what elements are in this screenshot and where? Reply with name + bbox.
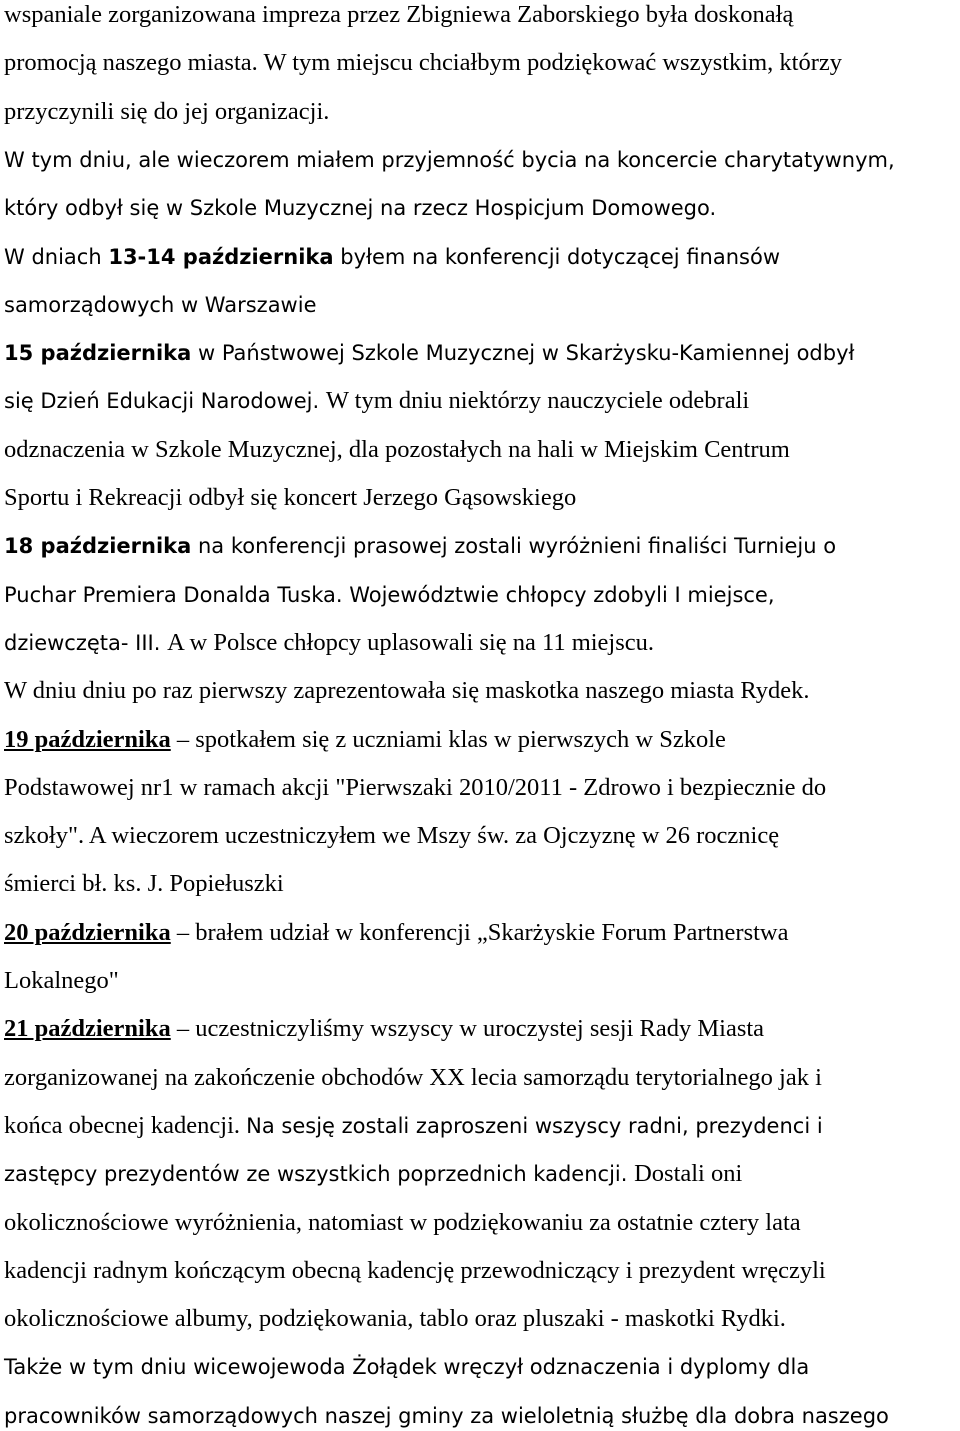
text-line	[4, 676, 960, 706]
text-segment: A w Polsce chłopcy uplasowali się na 11 miejscu.	[167, 628, 655, 656]
date-heading: 21 października	[4, 1015, 171, 1043]
text-line	[4, 1401, 960, 1431]
text-segment: – uczestniczyliśmy wszyscy w uroczystej sesji Rady Miasta	[170, 1015, 765, 1043]
text-segment: zastępcy prezydentów ze wszystkich poprzednich kadencji.	[4, 1162, 635, 1187]
text-line	[4, 580, 960, 610]
text-segment: W tym dniu niektórzy nauczyciele odebrali	[325, 387, 750, 415]
text-segment: W dniach	[4, 244, 109, 269]
text-segment: Sportu i Rekreacji odbył się koncert Jerzego Gąsowskiego	[4, 484, 577, 511]
text-segment: samorządowych w Warszawie	[4, 292, 317, 317]
text-line	[4, 48, 960, 78]
text-segment: dziewczęta- III.	[4, 630, 168, 655]
text-line	[4, 1111, 960, 1141]
text-line	[4, 0, 960, 30]
text-segment: Dostali oni	[634, 1160, 743, 1188]
text-segment: końca obecnej kadencji.	[4, 1111, 247, 1139]
text-segment: który odbył się w Szkole Muzycznej na rzecz Hospicjum Domowego.	[4, 196, 717, 221]
text-line	[4, 1208, 960, 1238]
text-segment: Także w tym dniu wicewojewoda Żołądek wręczył odznaczenia i dyplomy dla	[4, 1355, 810, 1380]
text-line	[4, 483, 960, 513]
text-line	[4, 773, 960, 803]
text-line	[4, 966, 960, 996]
text-segment: Lokalnego"	[4, 967, 119, 994]
text-segment: W tym dniu, ale wieczorem miałem przyjemność bycia na koncercie charytatywnym,	[4, 147, 895, 172]
text-line	[4, 869, 960, 899]
text-segment: wspaniale zorganizowana impreza przez Zbigniewa Zaborskiego była doskonałą	[4, 1, 794, 28]
text-segment: przyczynili się do jej organizacji.	[4, 97, 330, 125]
date-heading: 15 października	[4, 341, 192, 366]
text-segment: się Dzień Edukacji Narodowej.	[4, 389, 326, 414]
text-segment: okolicznościowe albumy, podziękowania, tablo oraz pluszaki - maskotki Rydki.	[4, 1305, 786, 1333]
date-heading: 18 października	[4, 534, 192, 559]
text-segment: na konferencji prasowej zostali wyróżnieni finaliści Turnieju o	[191, 534, 837, 559]
text-segment: śmierci bł. ks. J. Popiełuszki	[4, 870, 284, 898]
text-line	[4, 1352, 960, 1382]
text-line	[4, 145, 960, 175]
text-segment: byłem na konferencji dotyczącej finansów	[333, 244, 780, 269]
text-line	[4, 338, 960, 368]
text-line	[4, 193, 960, 223]
text-segment: odznaczenia w Szkole Muzycznej, dla pozostałych na hali w Miejskim Centrum	[4, 435, 790, 463]
text-segment: Podstawowej nr1 w ramach akcji "Pierwszaki 2010/2011 - Zdrowo i bezpiecznie do	[4, 773, 827, 801]
text-segment: kadencji radnym kończącym obecną kadencję przewodniczący i prezydent wręczyli	[4, 1256, 826, 1284]
text-line	[4, 821, 960, 851]
date-heading: 19 października	[4, 725, 171, 753]
text-segment: szkoły". A wieczorem uczestniczyłem we Mszy św. za Ojczyznę w 26 rocznicę	[4, 822, 780, 850]
text-segment: Puchar Premiera Donalda Tuska. Województwie chłopcy zdobyli I miejsce,	[4, 582, 775, 607]
text-line	[4, 725, 960, 755]
text-segment: – brałem udział w konferencji „Skarżyskie Forum Partnerstwa	[170, 918, 789, 946]
text-segment: okolicznościowe wyróżnienia, natomiast w podziękowaniu za ostatnie cztery lata	[4, 1208, 801, 1236]
text-line	[4, 531, 960, 561]
text-line	[4, 242, 960, 272]
text-segment: W dniu dniu po raz pierwszy zaprezentowała się maskotka naszego miasta Rydek.	[4, 677, 810, 705]
text-line	[4, 1256, 960, 1286]
text-segment: w Państwowej Szkole Muzycznej w Skarżysku-Kamiennej odbył	[191, 341, 855, 366]
text-line	[4, 290, 960, 320]
text-segment: – spotkałem się z uczniami klas w pierwszych w Szkole	[170, 725, 726, 753]
text-line	[4, 97, 960, 127]
date-heading: 20 października	[4, 918, 171, 946]
text-line	[4, 1159, 960, 1189]
text-line	[4, 918, 960, 948]
text-segment: Na sesję zostali zaproszeni wszyscy radni, prezydenci i	[246, 1113, 823, 1138]
date-heading: 13-14 października	[108, 244, 334, 269]
text-line	[4, 1014, 960, 1044]
text-segment: promocją naszego miasta. W tym miejscu chciałbym podziękować wszystkim, którzy	[4, 49, 843, 77]
text-line	[4, 628, 960, 658]
text-segment: pracowników samorządowych naszej gminy za wieloletnią służbę dla dobra naszego	[4, 1403, 889, 1428]
text-segment: zorganizowanej na zakończenie obchodów XX lecia samorządu terytorialnego jak i	[4, 1063, 822, 1091]
text-line	[4, 1063, 960, 1093]
text-line	[4, 1304, 960, 1334]
text-line	[4, 435, 960, 465]
text-line	[4, 386, 960, 416]
